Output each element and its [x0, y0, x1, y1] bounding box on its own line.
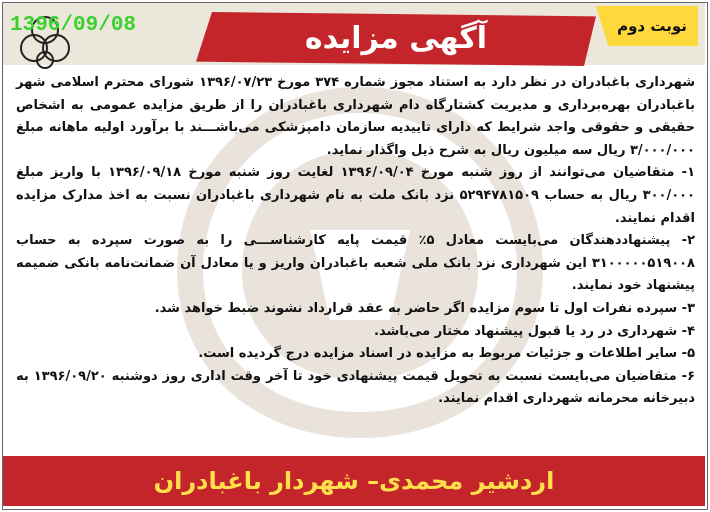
date-stamp: 1396/09/08: [10, 14, 137, 37]
clause-5: ۵- سایر اطلاعات و جزئیات مربوط به مزایده در اسناد مزایده درج گردیده است.: [198, 346, 695, 362]
signature: اردشیر محمدی– شهردار باغبادران: [153, 467, 555, 495]
clause-1: ۱- متقاضیان می‌توانند از روز شنبه مورخ ۱۳۹۶/۰۹/۰۴ لغایت روز شنبه مورخ ۱۳۹۶/۰۹/۱۸ با واریز مبلغ ۳۰۰/۰۰۰ ریال به حساب ۵۲۹۴۷۸۱۵۰۹ نزد بانک ملت به نام شهرداری باغبادران نسبت به اخذ مدارک مزایده اقدام نمایند.: [16, 165, 695, 226]
notice-body: [16, 72, 695, 452]
clause-3: ۳- سپرده نفرات اول تا سوم مزایده اگر حاضر به عقد قرارداد نشوند ضبط خواهد شد.: [154, 300, 695, 316]
round-label: نوبت دوم: [617, 17, 687, 35]
clause-6: ۶- متقاضیان می‌بایست نسبت به تحویل قیمت پیشنهادی خود تا آخر وقت اداری روز دوشنبه ۱۳۹۶/۰۹/۲۰ به دبیرخانه محرمانه شهرداری اقدام نمایند.: [16, 368, 695, 407]
page-title: آگهی مزایده: [304, 21, 488, 56]
clause-4: ۴- شهرداری در رد یا قبول پیشنهاد مختار می‌باشد.: [374, 323, 695, 339]
clause-2: ۲- پیشنهاددهندگان می‌بایست معادل ۵٪ قیمت پایه کارشناســـی را به صورت سپرده به حساب ۳۱۰۰۰۰۰۵۱۹۰۰۸ این شهرداری نزد بانک ملی شعبه باغبادران واریز و یا معادل آن ضمانت‌نامه بانکی ضمیمه پیشنهاد خود نمایند.: [16, 233, 696, 294]
intro-paragraph: شهرداری باغبادران در نظر دارد به استناد مجوز شماره ۳۷۴ مورخ ۱۳۹۶/۰۷/۲۳ شورای محترم اسلامی شهر باغبادران بهره‌برداری و مدیریت کشتارگاه دام شهرداری باغبادران را از طریق مزایده عمومی به اشخاص حقیقی و حقوقی واجد شرایط که دارای تاییدیه سازمان دامپزشکی می‌باشـــند با برآورد اولیه ماهانه مبلغ ۳/۰۰۰/۰۰۰ ریال سه میلیون ریال به شرح ذیل واگذار نماید.: [16, 75, 695, 158]
